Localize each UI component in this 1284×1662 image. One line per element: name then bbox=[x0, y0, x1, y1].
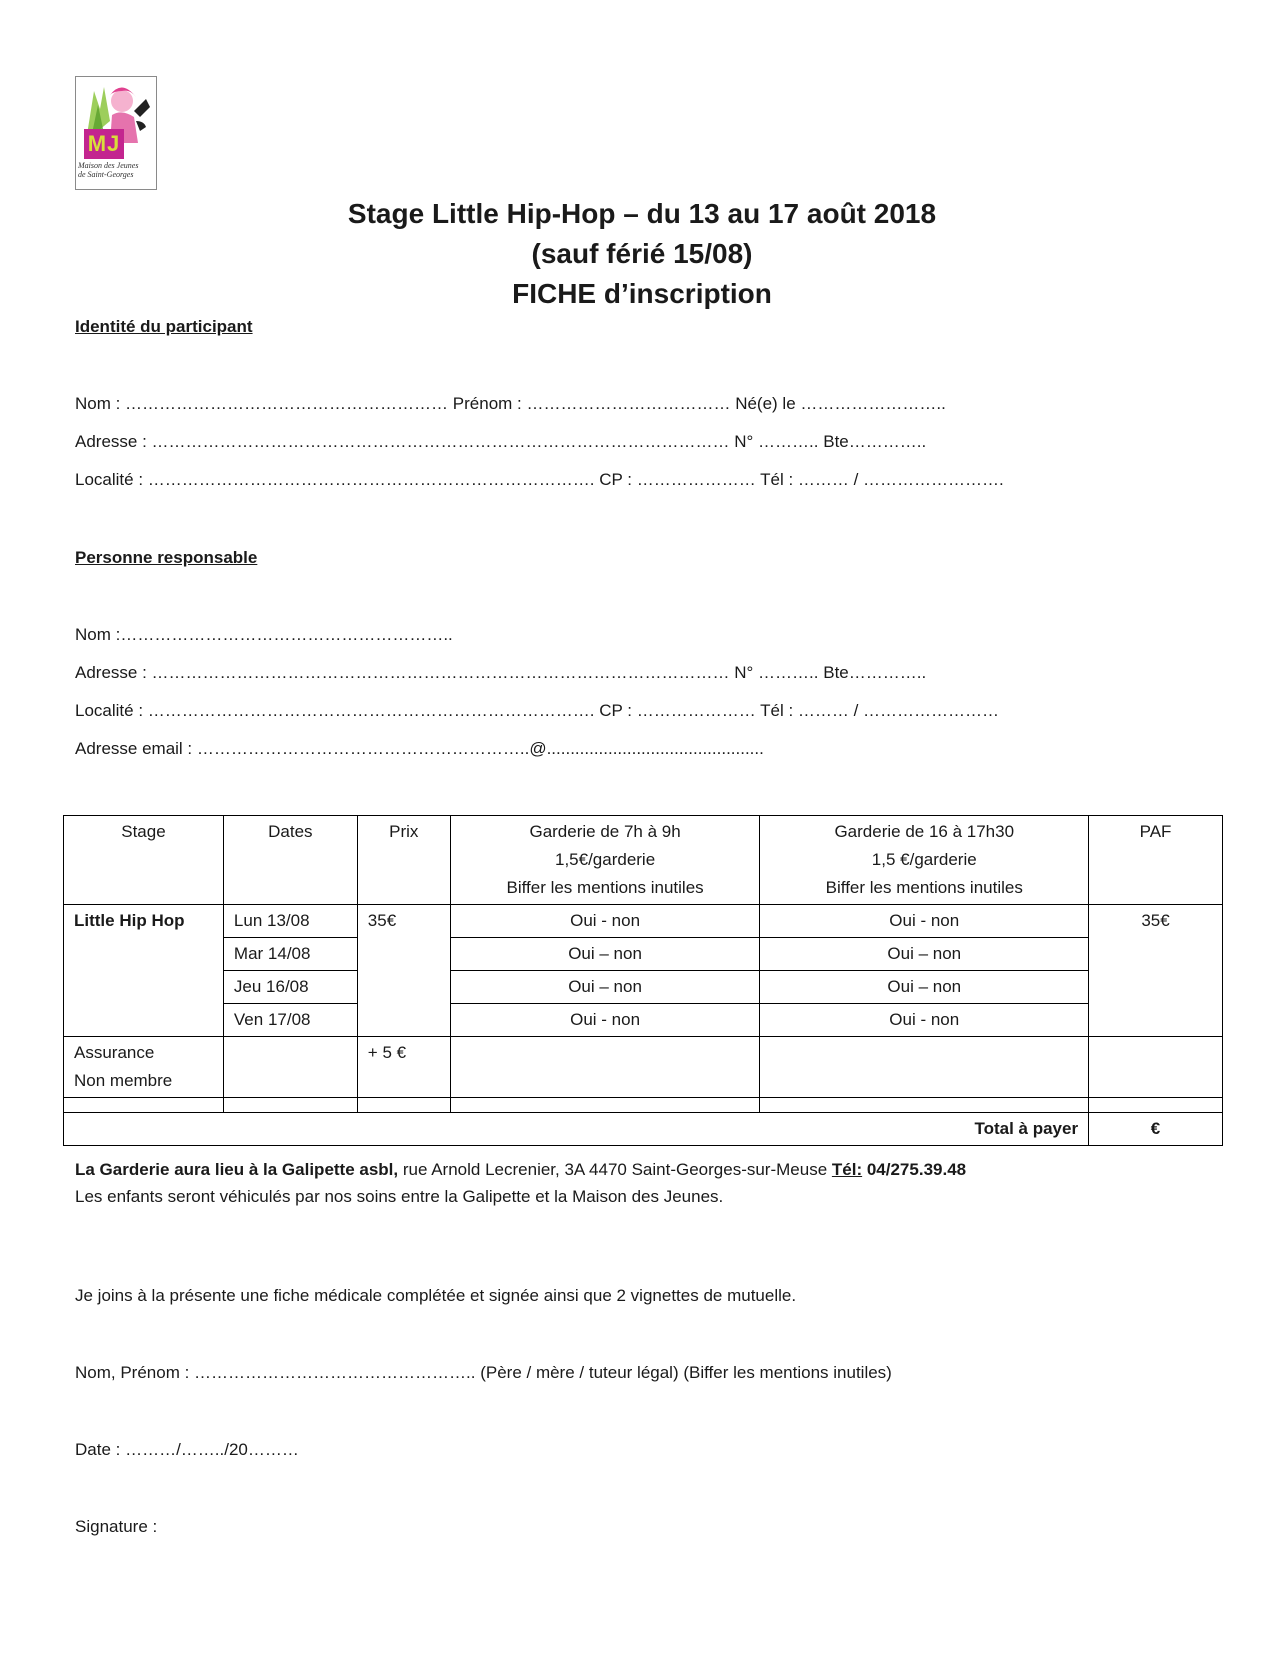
participant-locality-line[interactable]: Localité : ……………………………………………………………………. CP : ………………… Tél : ……… / ……………………. bbox=[75, 470, 1004, 489]
table-row bbox=[64, 971, 1223, 1004]
date-cell: Mar 14/08 bbox=[223, 938, 357, 971]
prix-cell: 35€ bbox=[357, 905, 450, 1037]
logo-caption-line1: Maison des Jeunes bbox=[78, 161, 139, 170]
header-garderie-matin-l1: Garderie de 7h à 9h bbox=[529, 822, 681, 841]
date-cell: Jeu 16/08 bbox=[223, 971, 357, 1004]
logo-caption bbox=[78, 161, 154, 179]
assurance-label-l1: Assurance bbox=[74, 1043, 155, 1062]
garderie-info-bold: La Garderie aura lieu à la Galipette asbl, bbox=[75, 1160, 399, 1179]
spacer-cell bbox=[357, 1098, 450, 1113]
garderie-soir-choice[interactable]: Oui - non bbox=[760, 905, 1089, 938]
assurance-label bbox=[64, 1037, 224, 1098]
page-title-line2: (sauf férié 15/08) bbox=[531, 238, 753, 269]
page-title-line3: FICHE d’inscription bbox=[512, 278, 772, 309]
date-cell: Lun 13/08 bbox=[223, 905, 357, 938]
stage-name-cell: Little Hip Hop bbox=[64, 905, 224, 1037]
header-garderie-soir-l3: Biffer les mentions inutiles bbox=[825, 878, 1023, 897]
header-stage: Stage bbox=[64, 816, 224, 905]
date-cell: Ven 17/08 bbox=[223, 1004, 357, 1037]
garderie-soir-choice[interactable]: Oui – non bbox=[760, 938, 1089, 971]
table-row bbox=[64, 1004, 1223, 1037]
signature-line[interactable]: Signature : bbox=[75, 1517, 158, 1536]
responsible-email-line[interactable]: Adresse email : …………………………………………………..@.............................................. bbox=[75, 739, 764, 758]
responsible-heading: Personne responsable bbox=[75, 548, 258, 567]
date-line[interactable]: Date : ………/……../20……… bbox=[75, 1440, 299, 1459]
header-paf: PAF bbox=[1089, 816, 1223, 905]
assurance-prix-cell: + 5 € bbox=[357, 1037, 450, 1098]
spacer-cell bbox=[760, 1098, 1089, 1113]
header-dates: Dates bbox=[223, 816, 357, 905]
assurance-matin-cell bbox=[450, 1037, 760, 1098]
responsible-locality-line[interactable]: Localité : ……………………………………………………………………. CP : ………………… Tél : ……… / …………………… bbox=[75, 701, 1000, 720]
table-header-row bbox=[64, 816, 1223, 905]
total-row bbox=[64, 1113, 1223, 1146]
assurance-paf-cell[interactable] bbox=[1089, 1037, 1223, 1098]
garderie-info-tel-value: 04/275.39.48 bbox=[862, 1160, 967, 1179]
assurance-row bbox=[64, 1037, 1223, 1098]
total-label: Total à payer bbox=[64, 1113, 1089, 1146]
page-title-line1: Stage Little Hip-Hop – du 13 au 17 août 2018 bbox=[347, 198, 937, 229]
assurance-soir-cell bbox=[760, 1037, 1089, 1098]
table-row bbox=[64, 938, 1223, 971]
garderie-info-line1 bbox=[75, 1156, 966, 1183]
schedule-table bbox=[63, 815, 1223, 1146]
assurance-label-l2: Non membre bbox=[74, 1071, 173, 1090]
garderie-matin-choice[interactable]: Oui – non bbox=[450, 971, 760, 1004]
header-prix: Prix bbox=[357, 816, 450, 905]
responsible-name-line[interactable]: Nom :………………………………………………….. bbox=[75, 625, 453, 644]
header-garderie-soir-l2: 1,5 €/garderie bbox=[871, 850, 977, 869]
garderie-info-address: rue Arnold Lecrenier, 3A 4470 Saint-Georges-sur-Meuse bbox=[398, 1160, 832, 1179]
garderie-soir-choice[interactable]: Oui – non bbox=[760, 971, 1089, 1004]
participant-address-line[interactable]: Adresse : ………………………………………………………………………………………… N° ……….. Bte………….. bbox=[75, 432, 927, 451]
table-row bbox=[64, 905, 1223, 938]
participant-heading: Identité du participant bbox=[75, 317, 253, 336]
header-garderie-matin bbox=[450, 816, 760, 905]
logo-mj-letters: MJ bbox=[84, 129, 124, 159]
garderie-matin-choice[interactable]: Oui - non bbox=[450, 905, 760, 938]
header-garderie-matin-l3: Biffer les mentions inutiles bbox=[506, 878, 704, 897]
total-amount-field[interactable]: € bbox=[1089, 1113, 1223, 1146]
logo-caption-line2: de Saint-Georges bbox=[78, 170, 134, 179]
paf-cell: 35€ bbox=[1089, 905, 1223, 1037]
spacer-row bbox=[64, 1098, 1223, 1113]
medical-statement: Je joins à la présente une fiche médicale complétée et signée ainsi que 2 vignettes de mutuelle. bbox=[75, 1286, 797, 1305]
garderie-info-line2: Les enfants seront véhiculés par nos soins entre la Galipette et la Maison des Jeunes. bbox=[75, 1187, 724, 1206]
spacer-cell bbox=[1089, 1098, 1223, 1113]
garderie-matin-choice[interactable]: Oui - non bbox=[450, 1004, 760, 1037]
mj-logo bbox=[75, 76, 157, 190]
header-garderie-soir-l1: Garderie de 16 à 17h30 bbox=[834, 822, 1015, 841]
garderie-info-tel-label: Tél: bbox=[831, 1160, 863, 1179]
garderie-soir-choice[interactable]: Oui - non bbox=[760, 1004, 1089, 1037]
assurance-dates-cell bbox=[223, 1037, 357, 1098]
participant-name-line[interactable]: Nom : ………………………………………………… Prénom : ……………………………… Né(e) le …………………….. bbox=[75, 394, 946, 413]
spacer-cell bbox=[223, 1098, 357, 1113]
spacer-cell bbox=[64, 1098, 224, 1113]
header-garderie-matin-l2: 1,5€/garderie bbox=[554, 850, 656, 869]
guardian-name-line[interactable]: Nom, Prénom : ………………………………………….. (Père / mère / tuteur légal) (Biffer les mentions inutiles) bbox=[75, 1363, 892, 1382]
header-garderie-soir bbox=[760, 816, 1089, 905]
garderie-matin-choice[interactable]: Oui – non bbox=[450, 938, 760, 971]
spacer-cell bbox=[450, 1098, 760, 1113]
responsible-address-line[interactable]: Adresse : ………………………………………………………………………………………… N° ……….. Bte………….. bbox=[75, 663, 927, 682]
